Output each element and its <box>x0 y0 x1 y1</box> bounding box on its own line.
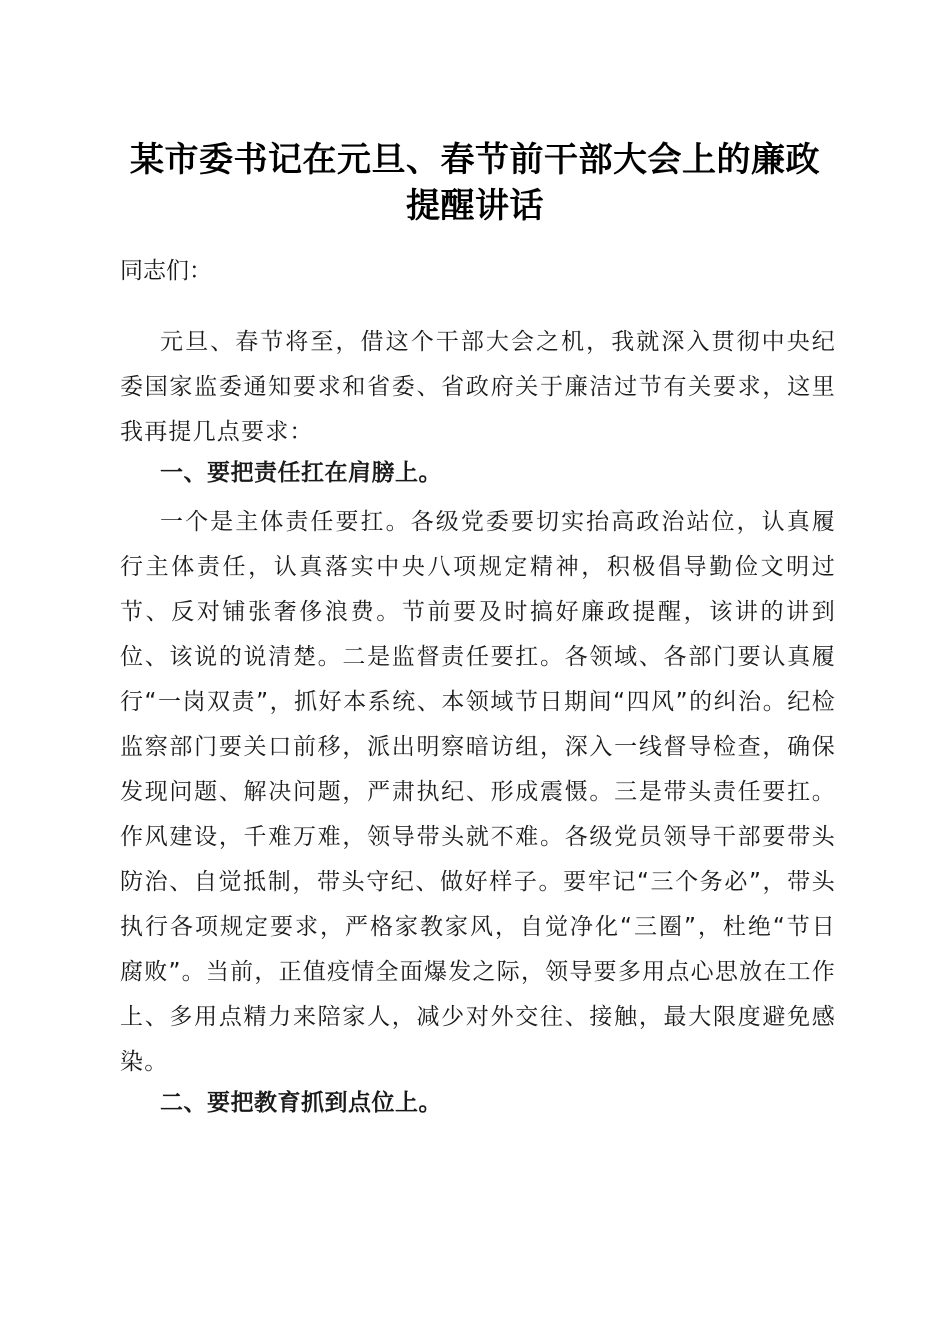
intro-paragraph: 元旦、春节将至，借这个干部大会之机，我就深入贯彻中央纪委国家监委通知要求和省委、省政府关于廉洁过节有关要求，这里我再提几点要求： <box>120 329 836 445</box>
greeting: 同志们： <box>120 258 212 284</box>
section-1-paragraph: 一个是主体责任要扛。各级党委要切实抬高政治站位，认真履行主体责任，认真落实中央八项规定精神，积极倡导勤俭文明过节、反对铺张奢侈浪费。节前要及时搞好廉政提醒，该讲的讲到位、该说的说清楚。二是监督责任要扛。各领域、各部门要认真履行“一岗双责”，抓好本系统、本领域节日期间“四风”的纠治。纪检监察部门要关口前移，派出明察暗访组，深入一线督导检查，确保发现问题、解决问题，严肃执纪、形成震慑。三是带头责任要扛。作风建设，千难万难，领导带头就不难。各级党员领导干部要带头防治、自觉抵制，带头守纪、做好样子。要牢记“三个务必”，带头执行各项规定要求，严格家教家风，自觉净化“三圈”，杜绝“节日腐败”。当前，正值疫情全面爆发之际，领导要多用点心思放在工作上、多用点精力来陪家人，减少对外交往、接触，最大限度避免感染。 <box>120 509 836 1075</box>
document-title-line-1: 某市委书记在元旦、春节前干部大会上的廉政 <box>130 140 820 180</box>
section-heading-1: 一、要把责任扛在肩膀上。 <box>160 460 442 486</box>
document-title-line-2: 提醒讲话 <box>406 186 544 226</box>
section-heading-2: 二、要把教育抓到点位上。 <box>160 1090 442 1116</box>
